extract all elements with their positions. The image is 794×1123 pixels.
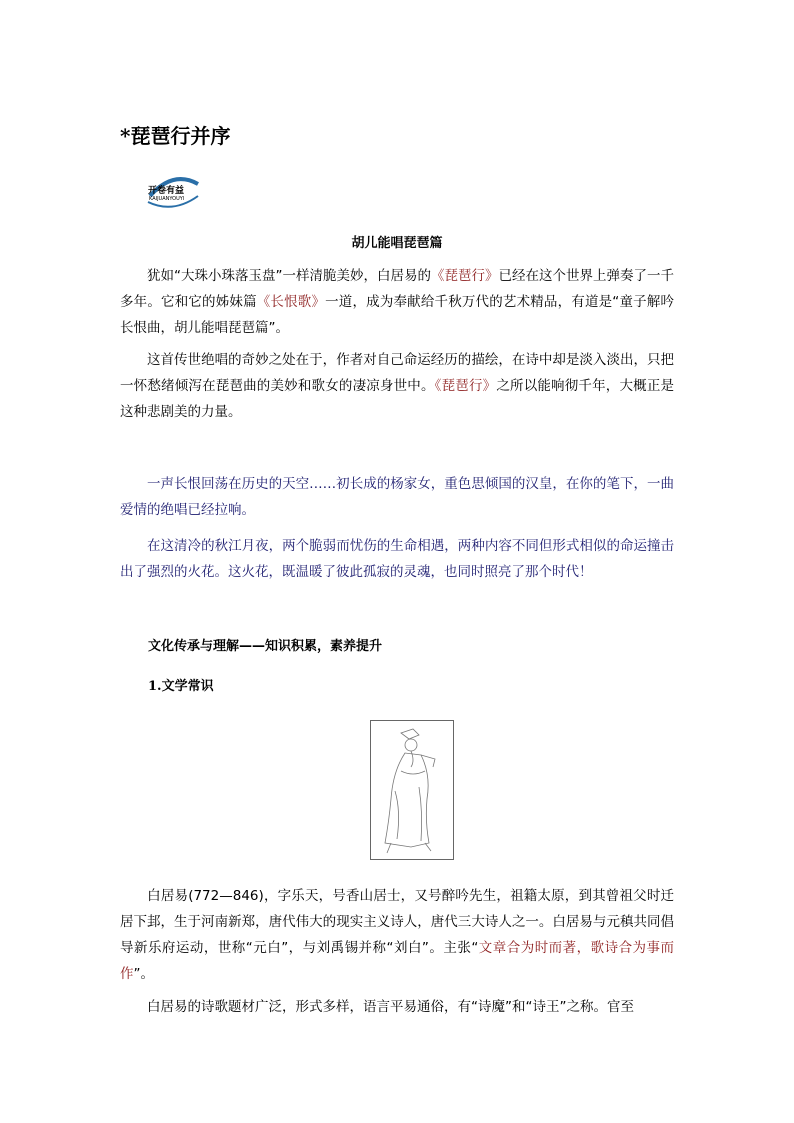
page-title: *琵琶行并序 xyxy=(120,124,231,148)
section-heading: 文化传承与理解——知识积累，素养提升 xyxy=(148,639,383,654)
section-subtitle: 胡儿能唱琵琶篇 xyxy=(351,236,443,251)
poem-intro-paragraph-2: 在这清冷的秋江月夜，两个脆弱而忧伤的生命相遇，两种内容不同但形式相似的命运撞击出了强烈的火花。这火花，既温暖了彼此孤寂的灵魂，也同时照亮了那个时代！ xyxy=(120,538,674,580)
logo-text-cn: 开卷有益 xyxy=(148,186,185,196)
portrait-image xyxy=(370,720,454,860)
intro-paragraph-1: 犹如“大珠小珠落玉盘”一样清脆美妙，白居易的《琵琶行》已经在这个世界上弹奏了一千多年。它和它的姊妹篇《长恨歌》一道，成为奉献给千秋万代的艺术精品，有道是“童子解吟长恨曲，胡儿能唱琵琶篇”。 xyxy=(120,268,674,336)
poet-portrait-drawing xyxy=(371,721,453,859)
bio-paragraph-1: 白居易(772—846)，字乐天，号香山居士，又号醉吟先生，祖籍太原，到其曾祖父时迁居下邽，生于河南新郑，唐代伟大的现实主义诗人，唐代三大诗人之一。白居易与元稹共同倡导新乐府运动，世称“元白”，与刘禹锡并称“刘白”。主张“文章合为时而著，歌诗合为事而作”。 xyxy=(120,888,674,982)
poem-intro-paragraph-1: 一声长恨回荡在历史的天空……初长成的杨家女，重色思倾国的汉皇，在你的笔下，一曲爱情的绝唱已经拉响。 xyxy=(120,476,674,518)
bio-paragraph-2: 白居易的诗歌题材广泛，形式多样，语言平易通俗，有“诗魔”和“诗王”之称。官至 xyxy=(147,999,634,1015)
logo-text-en: KAIJUANYOUYI xyxy=(149,196,185,202)
intro-paragraph-2: 这首传世绝唱的奇妙之处在于，作者对自己命运经历的描绘，在诗中却是淡入淡出，只把一怀愁绪倾泻在琵琶曲的美妙和歌女的凄凉身世中。《琵琶行》之所以能响彻千年，大概正是这种悲剧美的力量。 xyxy=(120,352,675,420)
logo xyxy=(146,174,200,210)
section-subheading: 1.文学常识 xyxy=(148,679,214,694)
